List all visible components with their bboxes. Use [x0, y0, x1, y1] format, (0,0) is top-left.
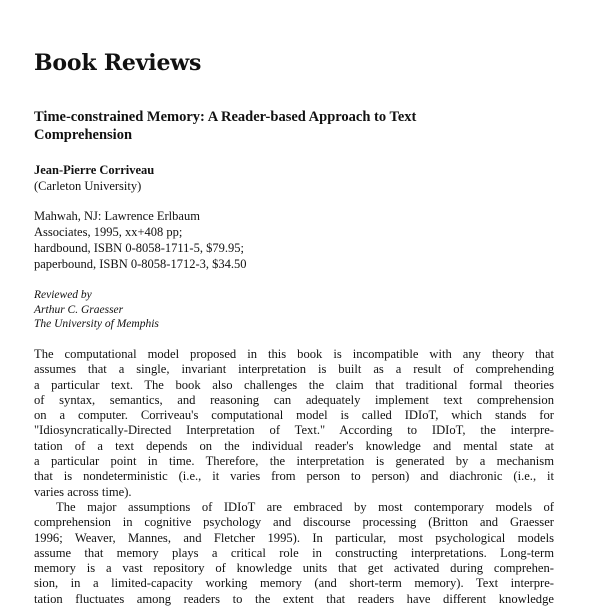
body-line: assumes that a single, invariant interpretation is built as a result of comprehending	[34, 362, 554, 377]
body-line: a particular text. The book also challenges the claim that traditional formal theories	[34, 377, 554, 392]
body-line: that is nondeterministic (i.e., it varies from person to person) and diachronic (i.e., it	[34, 469, 554, 484]
publication-details	[34, 208, 246, 272]
review-body	[34, 347, 554, 607]
body-line: The major assumptions of IDIoT are embraced by most contemporary models of	[56, 499, 554, 514]
body-line: "Idiosyncratically-Directed Interpretation of Text." According to IDIoT, the interpre-	[34, 423, 554, 438]
author-name: Jean-Pierre Corriveau	[34, 163, 155, 177]
publication-line: hardbound, ISBN 0-8058-1711-5, $79.95;	[34, 241, 244, 255]
section-title: Book Reviews	[34, 50, 202, 76]
review-title	[34, 108, 534, 144]
body-line: varies across time).	[34, 484, 132, 499]
body-line: 1996; Weaver, Mannes, and Fletcher 1995). In particular, most psychological models	[34, 530, 554, 545]
body-line: The computational model proposed in this book is incompatible with any theory that	[34, 347, 554, 361]
body-line: a particular point in time. Therefore, the interpretation is generated by a mechanism	[34, 454, 554, 469]
body-line: sion, in a limited-capacity working memory (and short-term memory). Text interpre-	[34, 576, 554, 591]
publication-line: Mahwah, NJ: Lawrence Erlbaum	[34, 209, 200, 223]
publication-line: Associates, 1995, xx+408 pp;	[34, 225, 183, 239]
body-line: of syntax, semantics, and reasoning can adequately implement text comprehension	[34, 392, 554, 407]
body-line: comprehension in cognitive psychology and discourse processing (Britton and Graesser	[34, 515, 554, 530]
body-line: on a computer. Corriveau's computational model is called IDIoT, which stands for	[34, 408, 554, 423]
publication-line: paperbound, ISBN 0-8058-1712-3, $34.50	[34, 257, 247, 271]
body-line: tation fluctuates among readers to the extent that readers have different knowledge	[34, 591, 554, 606]
review-title-line: Time-constrained Memory: A Reader-based Approach to Text	[34, 109, 417, 125]
body-line: assume that memory plays a critical role in constructing interpretations. Long-term	[34, 545, 554, 560]
body-line: tation of a text depends on the individual reader's knowledge and mental state at	[34, 438, 554, 453]
reviewer-name: Arthur C. Graesser	[34, 303, 124, 316]
review-title-line: Comprehension	[34, 127, 133, 143]
reviewer-block	[34, 288, 159, 332]
author-affiliation: (Carleton University)	[34, 179, 142, 193]
reviewed-by-label: Reviewed by	[34, 289, 92, 301]
body-line: memory is a vast repository of knowledge units that get activated during comprehen-	[34, 561, 554, 576]
reviewer-affiliation: The University of Memphis	[34, 318, 159, 330]
book-author	[34, 162, 154, 194]
